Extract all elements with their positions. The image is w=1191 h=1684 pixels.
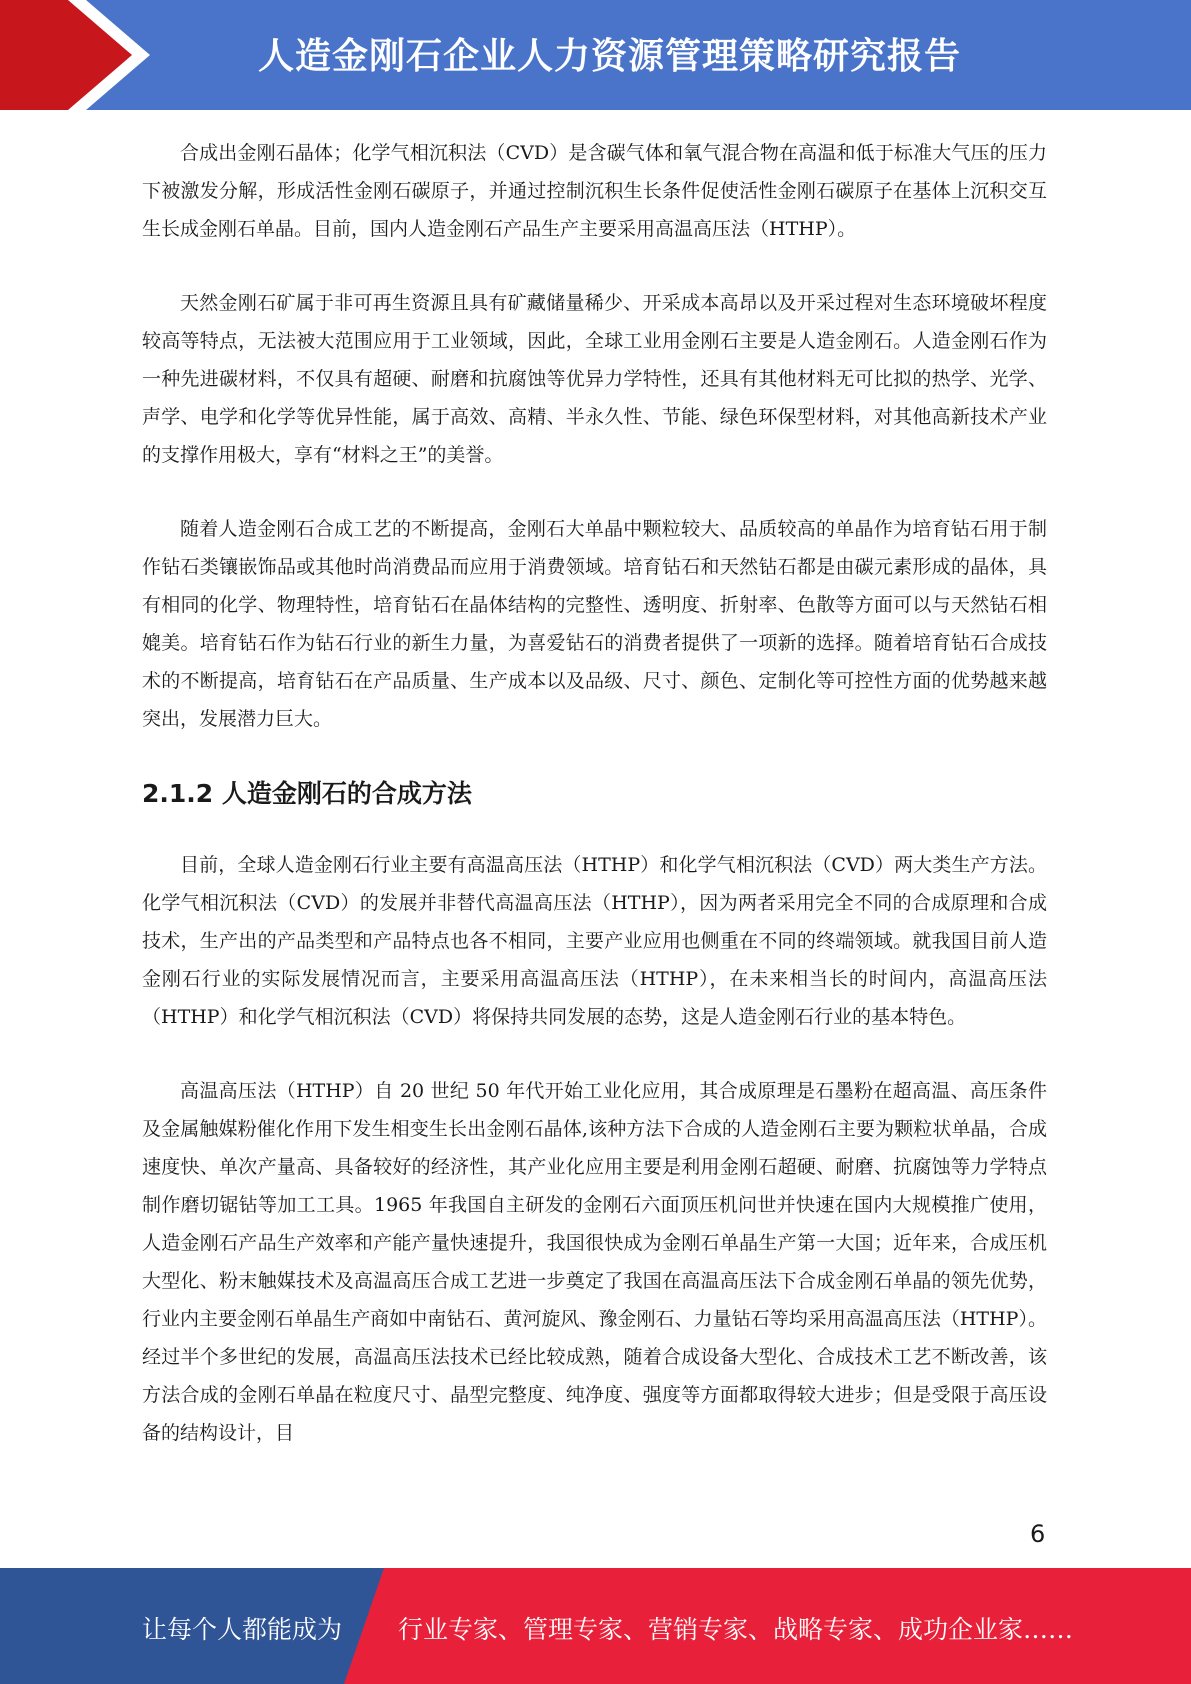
footer-slogan-right: 行业专家、管理专家、营销专家、战略专家、成功企业家…… [398, 1615, 1074, 1644]
page-number: 6 [1030, 1520, 1046, 1548]
page-header [0, 0, 1191, 110]
body-paragraph: 目前，全球人造金刚石行业主要有高温高压法（HTHP）和化学气相沉积法（CVD）两大类生产方法。化学气相沉积法（CVD）的发展并非替代高温高压法（HTHP），因为两者采用完全不同的合成原理和合成技术，生产出的产品类型和产品特点也各不相同，主要产业应用也侧重在不同的终端领域。就我国目前人造金刚石行业的实际发展情况而言，主要采用高温高压法（HTHP），在未来相当长的时间内，高温高压法（HTHP）和化学气相沉积法（CVD）将保持共同发展的态势，这是人造金刚石行业的基本特色。 [142, 854, 1047, 1028]
body-paragraph: 随着人造金刚石合成工艺的不断提高，金刚石大单晶中颗粒较大、品质较高的单晶作为培育钻石用于制作钻石类镶嵌饰品或其他时尚消费品而应用于消费领域。培育钻石和天然钻石都是由碳元素形成的晶体，具有相同的化学、物理特性，培育钻石在晶体结构的完整性、透明度、折射率、色散等方面可以与天然钻石相媲美。培育钻石作为钻石行业的新生力量，为喜爱钻石的消费者提供了一项新的选择。随着培育钻石合成技术的不断提高，培育钻石在产品质量、生产成本以及品级、尺寸、颜色、定制化等可控性方面的优势越来越突出，发展潜力巨大。 [142, 518, 1047, 730]
section-heading: 2.1.2 人造金刚石的合成方法 [142, 779, 472, 808]
body-paragraph: 高温高压法（HTHP）自 20 世纪 50 年代开始工业化应用，其合成原理是石墨粉在超高温、高压条件及金属触媒粉催化作用下发生相变生长出金刚石晶体,该种方法下合成的人造金刚石主要为颗粒状单晶，合成速度快、单次产量高、具备较好的经济性，其产业化应用主要是利用金刚石超硬、耐磨、抗腐蚀等力学特点制作磨切锯钻等加工工具。1965 年我国自主研发的金刚石六面顶压机问世并快速在国内大规模推广使用，人造金刚石产品生产效率和产能产量快速提升，我国很快成为金刚石单晶生产第一大国；近年来，合成压机大型化、粉末触媒技术及高温高压合成工艺进一步奠定了我国在高温高压法下合成金刚石单晶的领先优势，行业内主要金刚石单晶生产商如中南钻石、黄河旋风、豫金刚石、力量钻石等均采用高温高压法（HTHP）。经过半个多世纪的发展，高温高压法技术已经比较成熟，随着合成设备大型化、合成技术工艺不断改善，该方法合成的金刚石单晶在粒度尺寸、晶型完整度、纯净度、强度等方面都取得较大进步；但是受限于高压设备的结构设计，目 [142, 1080, 1047, 1444]
report-title: 人造金刚石企业人力资源管理策略研究报告 [258, 36, 962, 77]
body-paragraph: 合成出金刚石晶体；化学气相沉积法（CVD）是含碳气体和氧气混合物在高温和低于标准大气压的压力下被激发分解，形成活性金刚石碳原子，并通过控制沉积生长条件促使活性金刚石碳原子在基体上沉积交互生长成金刚石单晶。目前，国内人造金刚石产品生产主要采用高温高压法（HTHP）。 [142, 142, 1047, 240]
header-red-arrow-shape [0, 0, 150, 110]
body-paragraph: 天然金刚石矿属于非可再生资源且具有矿藏储量稀少、开采成本高昂以及开采过程对生态环境破坏程度较高等特点，无法被大范围应用于工业领域，因此，全球工业用金刚石主要是人造金刚石。人造金刚石作为一种先进碳材料，不仅具有超硬、耐磨和抗腐蚀等优异力学特性，还具有其他材料无可比拟的热学、光学、声学、电学和化学等优异性能，属于高效、高精、半永久性、节能、绿色环保型材料，对其他高新技术产业的支撑作用极大，享有“材料之王”的美誉。 [142, 292, 1047, 466]
page-body [142, 134, 1047, 1488]
footer-slogan-left: 让每个人都能成为 [142, 1615, 343, 1644]
page-footer [0, 1568, 1191, 1684]
